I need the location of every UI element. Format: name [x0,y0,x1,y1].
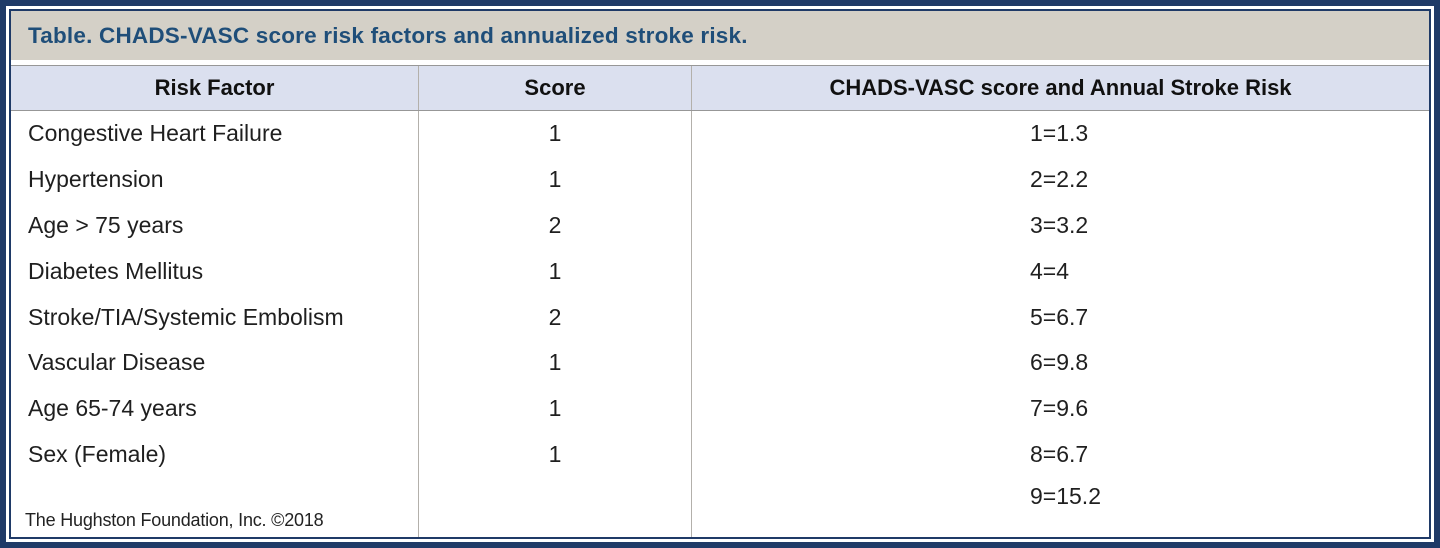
stroke-risk-cell: 3=3.2 [691,203,1429,249]
risk-factor-cell: Sex (Female) [28,440,167,467]
risk-factor-cell: Age > 75 years [28,211,184,238]
risk-factor-cell: Vascular Disease [28,349,206,376]
score-cell: 1 [418,432,691,478]
stroke-risk-cell: 5=6.7 [691,294,1429,340]
score-cell: 2 [418,294,691,340]
risk-factor-cell: Hypertension [28,166,164,193]
score-cell-empty [418,477,691,537]
score-cell: 1 [418,340,691,386]
stroke-risk-cell: 6=9.8 [691,340,1429,386]
title-bar [11,11,1429,60]
stroke-risk-cell: 9=15.2 [691,477,1429,537]
stroke-risk-cell: 4=4 [691,248,1429,294]
table-figure [9,9,1431,539]
stroke-risk-cell: 8=6.7 [691,432,1429,478]
score-cell: 1 [418,157,691,203]
risk-factor-cell: Age 65-74 years [28,395,197,422]
column-header-risk-factor: Risk Factor [154,75,275,100]
column-header-stroke-risk: CHADS-VASC score and Annual Stroke Risk [691,66,1429,110]
stroke-risk-cell: 2=2.2 [691,157,1429,203]
risk-factor-cell: Stroke/TIA/Systemic Embolism [28,303,344,330]
score-cell: 2 [418,203,691,249]
score-cell: 1 [418,386,691,432]
stroke-risk-cell: 1=1.3 [691,111,1429,157]
table-body [11,111,1429,537]
risk-factor-cell: Diabetes Mellitus [28,257,204,284]
score-cell: 1 [418,248,691,294]
risk-factor-cell: Congestive Heart Failure [28,120,283,147]
column-header-score: Score [418,66,691,110]
score-cell: 1 [418,111,691,157]
table-title: Table. CHADS-VASC score risk factors and annualized stroke risk. [28,22,748,48]
credit-text: The Hughston Foundation, Inc. ©2018 [25,510,324,530]
stroke-risk-cell: 7=9.6 [691,386,1429,432]
credit-cell [11,477,418,537]
header-row [11,65,1429,111]
